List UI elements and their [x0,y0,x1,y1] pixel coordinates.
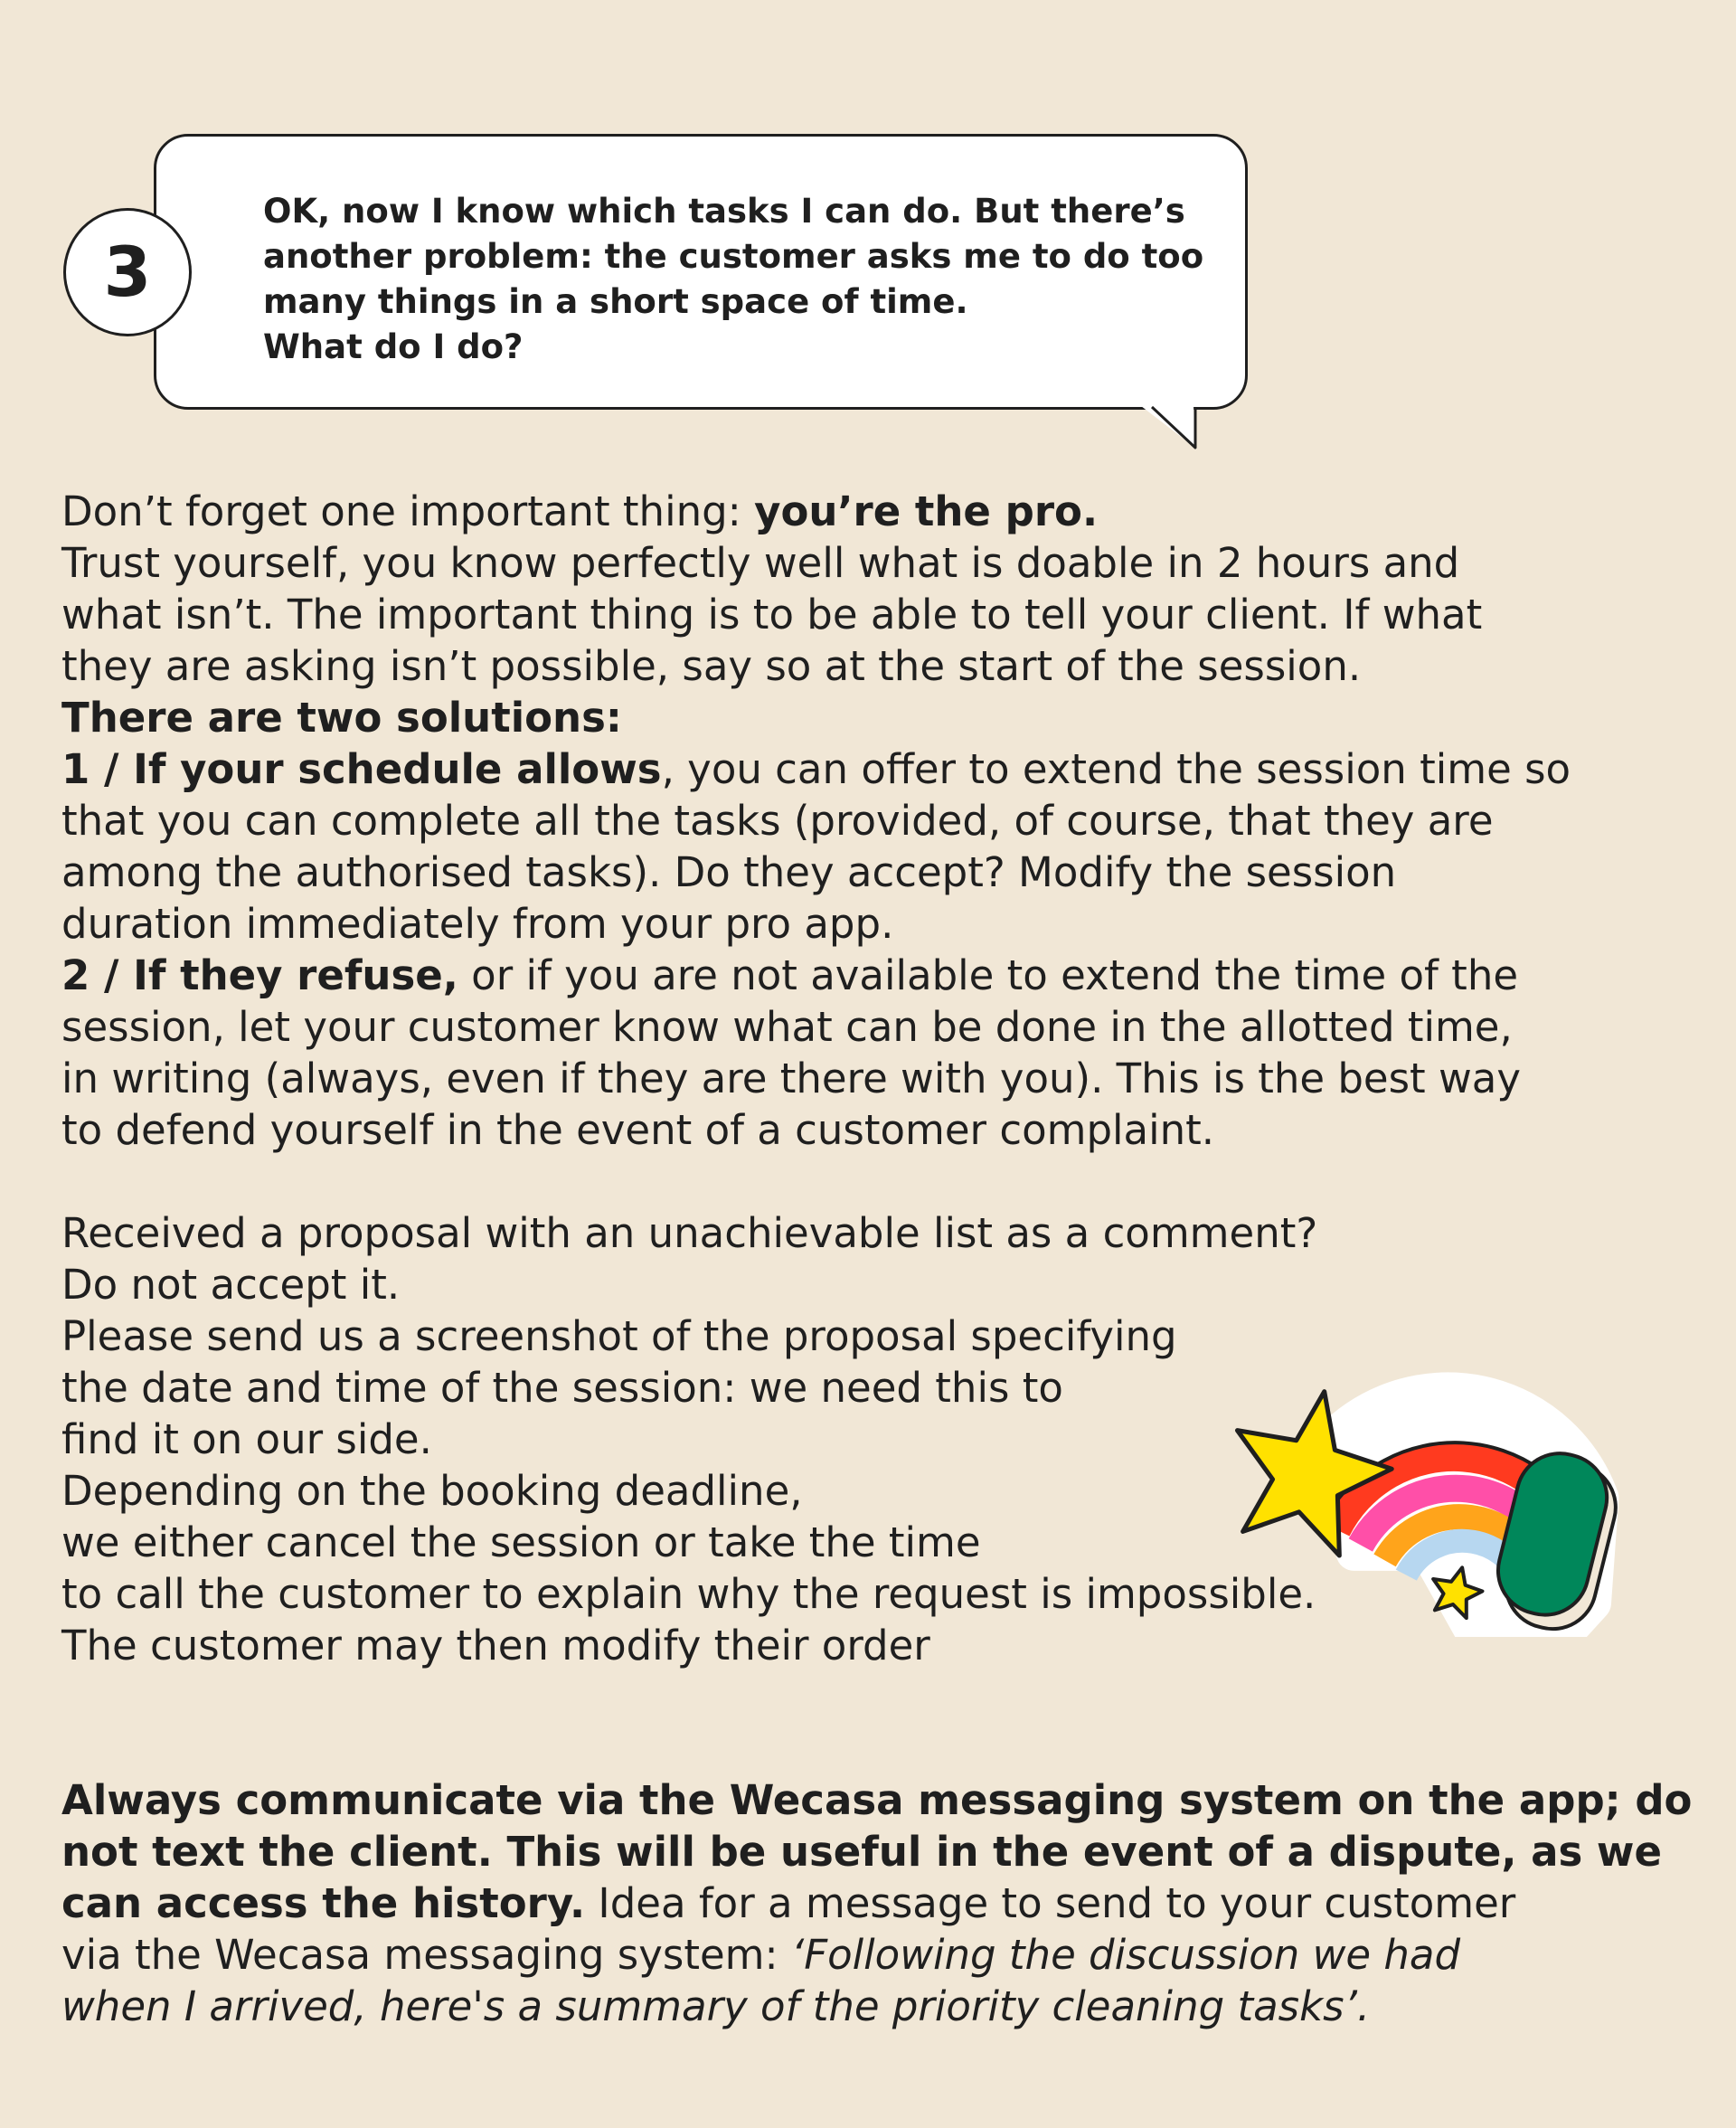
section-messaging [61,1774,1693,2032]
bold-span: 1 / If your schedule allows [61,745,662,793]
speech-bubble [154,134,1248,410]
section-solutions [61,486,1680,1156]
solutions-heading: There are two solutions: [61,694,622,742]
italic-span: ‘Following the discussion we had [790,1931,1461,1979]
paragraph-line: Depending on the booking deadline, [61,1467,803,1515]
paragraph-line: Received a proposal with an unachievable list as a comment? [61,1209,1318,1257]
bold-span: you’re the pro. [754,487,1099,535]
paragraph-line: what isn’t. The important thing is to be able to tell your client. If what [61,591,1483,638]
bubble-line: another problem: the customer asks me to do too [263,237,1204,276]
paragraph-line: the date and time of the session: we need this to [61,1364,1063,1412]
paragraph-line: not text the client. This will be useful in the event of a dispute, as we [61,1828,1663,1876]
bubble-line: OK, now I know which tasks I can do. But there’s [263,192,1185,231]
bubble-text [263,189,1222,370]
paragraph-line: session, let your customer know what can be done in the allotted time, [61,1003,1513,1051]
paragraph-line: Trust yourself, you know perfectly well what is doable in 2 hours and [61,539,1460,587]
paragraph-line: among the authorised tasks). Do they accept? Modify the session [61,848,1397,896]
paragraph-line: when I arrived, here's a summary of the priority cleaning tasks’. [61,1982,1371,2030]
paragraph-line: Always communicate via the Wecasa messaging system on the app; do [61,1776,1693,1824]
paragraph-line: Do not accept it. [61,1261,401,1309]
paragraph-line: to call the customer to explain why the request is impossible. [61,1570,1316,1618]
text-span: Idea for a message to send to your customer [585,1879,1516,1927]
paragraph-line [61,743,1680,795]
paragraph-line: duration immediately from your pro app. [61,900,894,948]
paragraph-line: in writing (always, even if they are there with you). This is the best way [61,1055,1522,1102]
text-span: via the Wecasa messaging system: [61,1931,791,1979]
step-number-badge: 3 [63,208,192,336]
paragraph-line: Please send us a screenshot of the proposal specifying [61,1312,1177,1360]
text-span: or if you are not available to extend the time of the [458,951,1519,999]
paragraph-line: The customer may then modify their order [61,1622,930,1669]
text-span: Don’t forget one important thing: [61,487,755,535]
paragraph-line: to defend yourself in the event of a customer complaint. [61,1106,1215,1154]
text-span: , you can offer to extend the session time so [661,745,1571,793]
bubble-tail-icon [1139,406,1203,451]
bold-span: can access the history. [61,1879,586,1927]
paragraph-line: we either cancel the session or take the time [61,1518,981,1566]
paragraph-line [61,1929,1680,1981]
shooting-star-rainbow-sticker-icon [1216,1357,1641,1637]
bubble-line: What do I do? [263,327,524,366]
paragraph-line [61,1877,1680,1929]
paragraph-line [61,950,1680,1001]
paragraph-line: find it on our side. [61,1415,432,1463]
paragraph-line [61,486,1680,537]
bold-span: 2 / If they refuse, [61,951,458,999]
paragraph-line: they are asking isn’t possible, say so at the start of the session. [61,642,1362,690]
bubble-line: many things in a short space of time. [263,282,968,321]
paragraph-line: that you can complete all the tasks (provided, of course, that they are [61,797,1494,845]
